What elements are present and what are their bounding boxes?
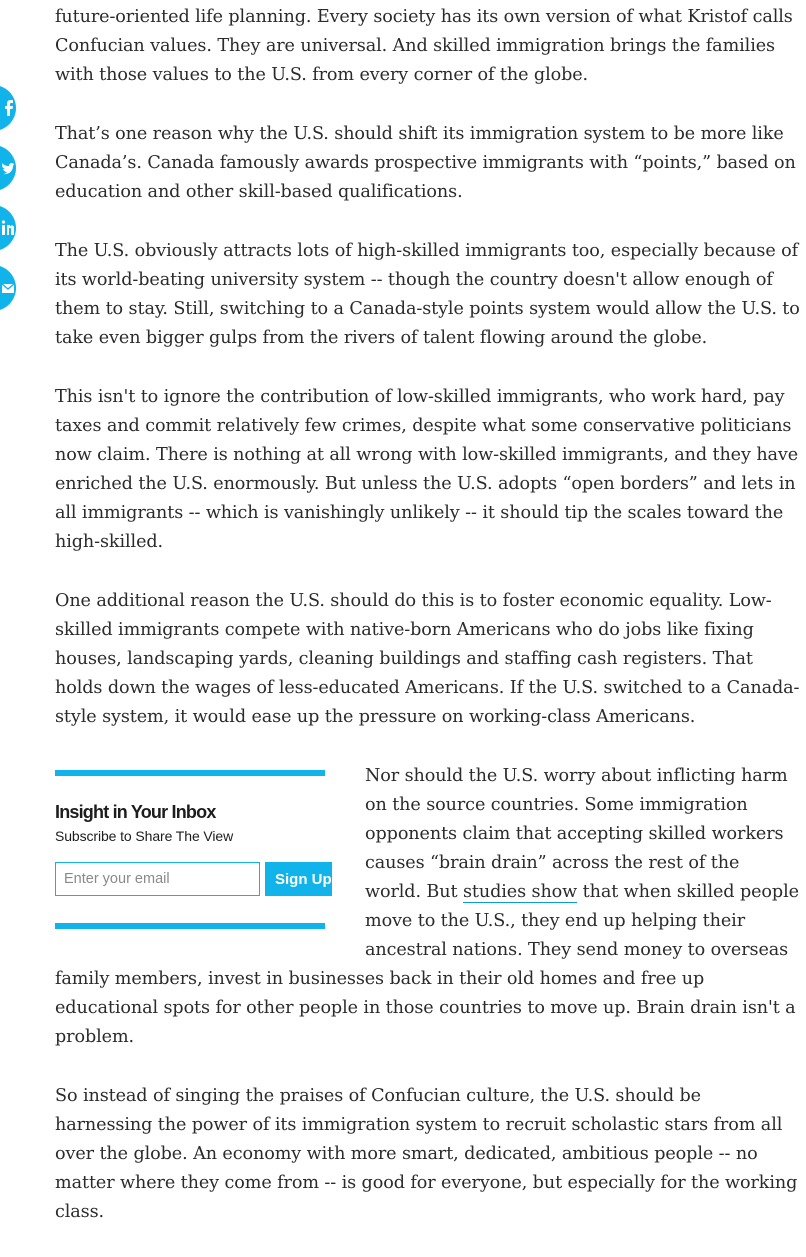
share-twitter-button[interactable] bbox=[0, 145, 16, 191]
article-paragraph: The U.S. obviously attracts lots of high-skilled immigrants too, especially because of its world-beating university system -- though the country doesn't allow enough of them to stay. Still, switching to a Canada-style points system would allow the U.S. to take even bigger gulps from the rivers of talent flowing around the globe. bbox=[55, 241, 800, 348]
sign-up-button[interactable]: Sign Up bbox=[265, 862, 332, 896]
share-linkedin-button[interactable] bbox=[0, 205, 16, 251]
twitter-icon bbox=[2, 160, 14, 176]
article-paragraph: future-oriented life planning. Every society has its own version of what Kristof calls Confucian values. They are universal. And skilled immigration brings the families with those values to the U.S. from every corner of the globe. bbox=[55, 7, 793, 85]
studies-show-link[interactable]: studies show bbox=[462, 882, 578, 902]
newsletter-form bbox=[55, 862, 332, 896]
article-paragraph: One additional reason the U.S. should do this is to foster economic equality. Low-skilled immigrants compete with native-born Americans who do jobs like fixing houses, landscaping yards, cleaning buildings and staffing cash registers. That holds down the wages of less-educated Americans. If the U.S. switched to a Canada-style system, it would ease up the pressure on working-class Americans. bbox=[55, 591, 800, 727]
newsletter-subtitle: Subscribe to Share The View bbox=[55, 828, 234, 844]
share-facebook-button[interactable] bbox=[0, 85, 16, 131]
newsletter-signup bbox=[55, 770, 332, 929]
article-paragraph: So instead of singing the praises of Confucian culture, the U.S. should be harnessing the power of its immigration system to recruit scholastic stars from all over the globe. An economy with more smart, dedicated, ambitious people -- no matter where they come from -- is good for everyone, but especially for the working class. bbox=[55, 1086, 798, 1222]
newsletter-title: Insight in Your Inbox bbox=[55, 802, 216, 822]
article-body bbox=[55, 3, 800, 1257]
article-paragraph: This isn't to ignore the contribution of low-skilled immigrants, who work hard, pay taxes and commit relatively few crimes, despite what some conservative politicians now claim. There is nothing at all wrong with low-skilled immigrants, and they have enriched the U.S. enormously. But unless the U.S. adopts “open borders” and lets in all immigrants -- which is vanishingly unlikely -- it should tip the scales toward the high-skilled. bbox=[55, 387, 799, 552]
article-paragraph: That’s one reason why the U.S. should shift its immigration system to be more like Canada’s. Canada famously awards prospective immigrants with “points,” based on education and other skill-based qualifications. bbox=[55, 124, 796, 202]
facebook-icon bbox=[2, 100, 14, 116]
share-email-button[interactable] bbox=[0, 265, 16, 311]
linkedin-icon bbox=[2, 220, 14, 236]
share-rail bbox=[0, 85, 16, 325]
paragraph-text: Nor should the U.S. worry about inflicting harm on the source countries. Some immigration opponents claim that accepting skilled workers causes “brain drain” across the rest of the world. But bbox=[365, 766, 788, 902]
email-icon bbox=[2, 280, 14, 296]
paragraph-text: that when skilled people move to the U.S., they end up helping their ancestral nations. They send money to overseas family members, invest in businesses back in their old homes and free up educational spots for other people in those countries to move up. Brain drain isn't a problem. bbox=[55, 882, 799, 1047]
email-input[interactable] bbox=[55, 862, 260, 896]
